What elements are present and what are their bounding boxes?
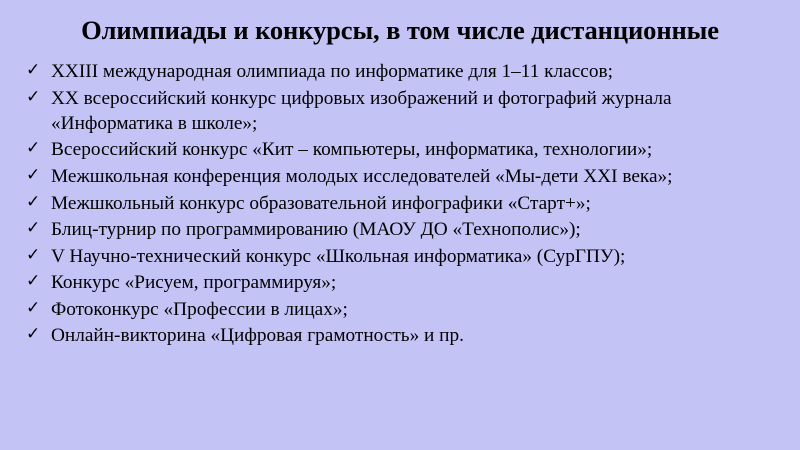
list-item [26, 191, 774, 216]
list-item [26, 59, 774, 84]
list-item-label: Фотоконкурс «Профессии в лицах»; [51, 298, 348, 320]
list-item [26, 244, 774, 269]
list-item-label: XX всероссийский конкурс цифровых изображений и фотографий журнала «Информатика в школе»; [51, 87, 672, 134]
list-item-label: Всероссийский конкурс «Кит – компьютеры, информатика, технологии»; [51, 139, 653, 161]
list-item [26, 217, 774, 242]
bullet-list [0, 45, 800, 348]
list-item-label: Межшкольная конференция молодых исследователей «Мы-дети XXI века»; [51, 165, 673, 187]
check-mark-icon: ✓ [26, 218, 41, 239]
list-item [26, 137, 774, 162]
check-mark-icon: ✓ [26, 324, 41, 345]
list-item-label: Конкурс «Рисуем, программируя»; [51, 272, 337, 294]
check-mark-icon: ✓ [26, 271, 41, 292]
check-mark-icon: ✓ [26, 164, 41, 185]
check-mark-icon: ✓ [26, 60, 41, 81]
list-item [26, 164, 774, 189]
check-mark-icon: ✓ [26, 138, 41, 159]
page-title: Олимпиады и конкурсы, в том числе дистанционные [81, 15, 719, 45]
list-item [26, 86, 774, 136]
list-item-label: V Научно-технический конкурс «Школьная информатика» (СурГПУ); [51, 245, 626, 267]
list-item [26, 297, 774, 322]
check-mark-icon: ✓ [26, 86, 41, 107]
list-item [26, 270, 774, 295]
list-item [26, 323, 774, 348]
list-item-label: Блиц-турнир по программированию (МАОУ ДО «Технополис»); [51, 219, 581, 241]
check-mark-icon: ✓ [26, 297, 41, 318]
check-mark-icon: ✓ [26, 244, 41, 265]
list-item-label: XXIII международная олимпиада по информатике для 1–11 классов; [51, 61, 613, 83]
list-item-label: Межшкольный конкурс образовательной инфографики «Старт+»; [51, 192, 591, 214]
check-mark-icon: ✓ [26, 191, 41, 212]
list-item-label: Онлайн-викторина «Цифровая грамотность» и пр. [51, 325, 464, 347]
